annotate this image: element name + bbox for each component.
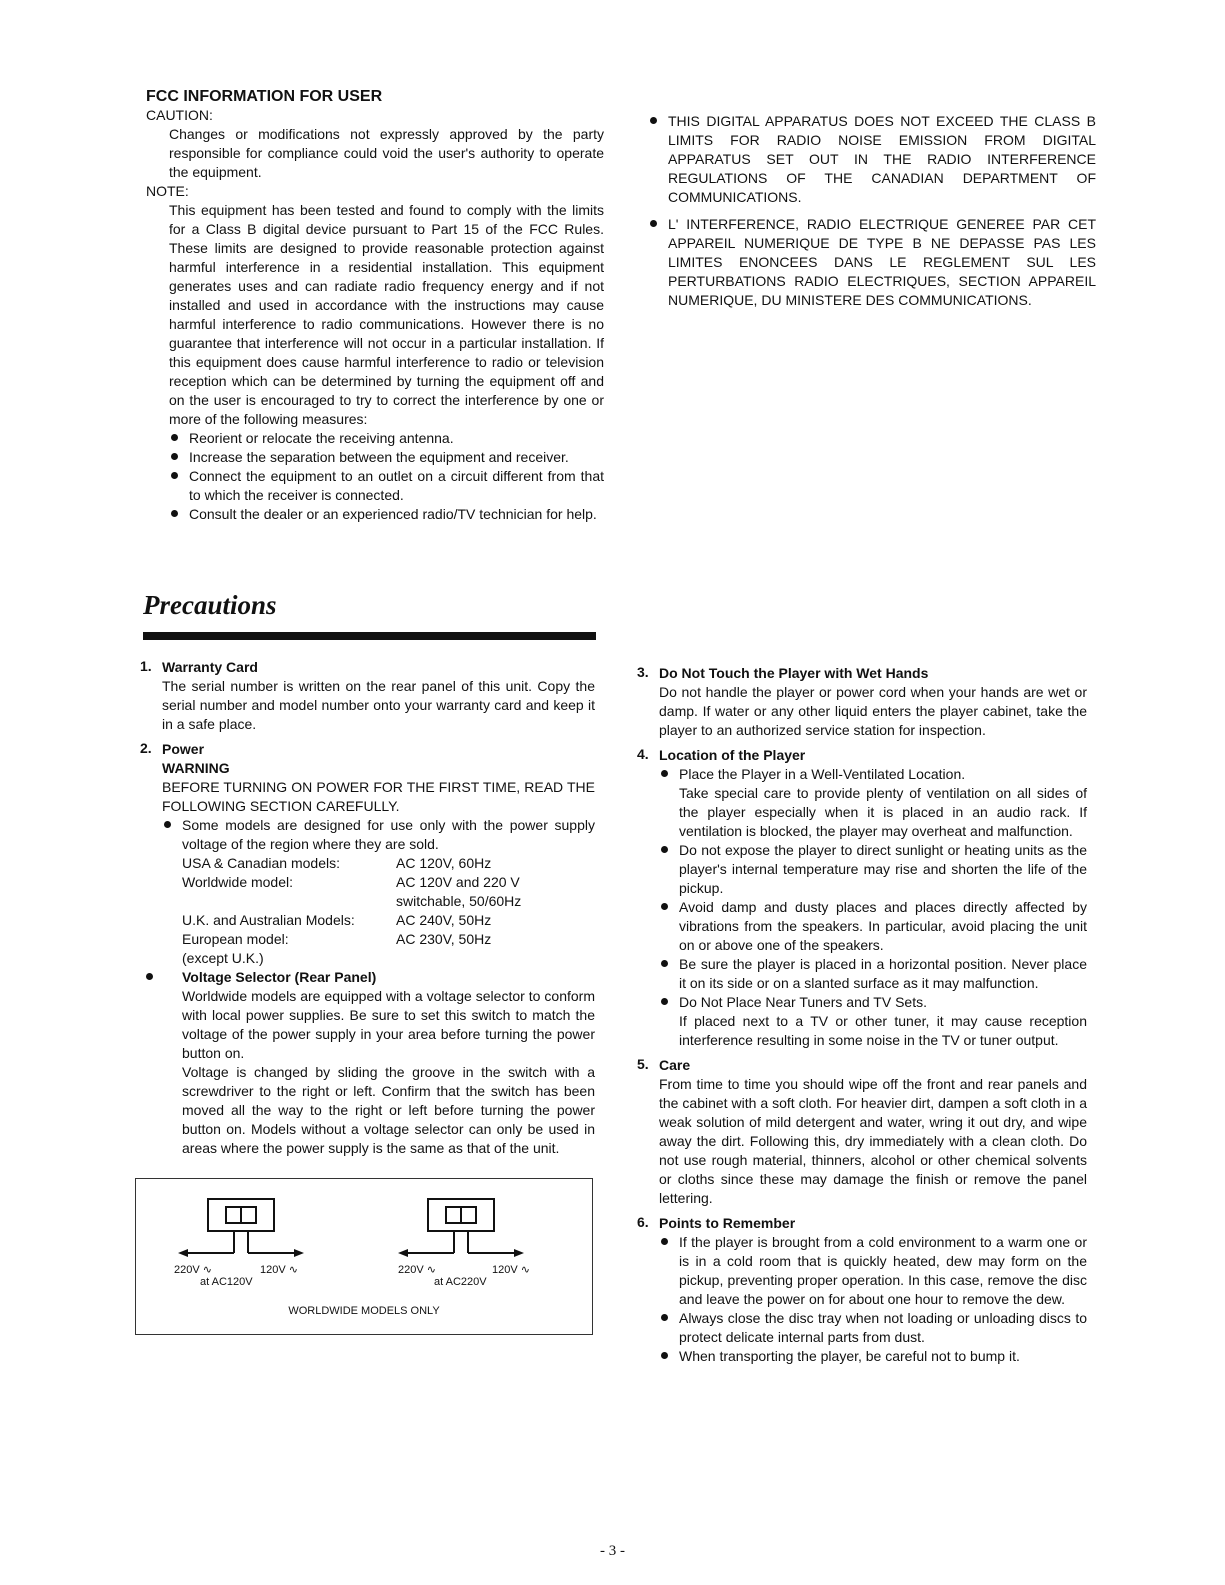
spec-row: switchable, 50/60Hz [396,893,522,909]
diagram-caption: WORLDWIDE MODELS ONLY [288,1305,440,1317]
note-text: This equipment has been tested and found to comply with the limits for a Class B digital device pursuant to Part 15 of the FCC Rules. These limits are designed to provide reasonable protection against harmful interference in a residential installation. This equipment generates uses and can radiate radio frequency energy and if not installed and used in accordance with the instructions may cause harmful interference to radio communications. However there is no guarantee that interference will not occur in a particular installation. If this equipment does cause harmful interference to radio or television reception which can be determined by turning the equipment off and on the user is encouraged to try to correct the interference by one or more of the following measures: [169,202,604,427]
fcc-section [146,88,604,524]
item-title: Location of the Player [659,747,806,763]
caution-label: CAUTION: [146,107,213,123]
spec-row: Worldwide model: AC 120V and 220 V [182,874,520,890]
list-item: Increase the separation between the equipment and receiver. [169,448,604,467]
caution-text: Changes or modifications not expressly approved by the party responsible for compliance could void the user's authority to operate the equipment. [169,126,604,180]
selector-text-2: Voltage is changed by sliding the groove in the switch with a screwdriver to the right or left. Confirm that the switch has been moved all the way to the right or left before turning the power button on. Models without a voltage selector can only be used in areas where the power supply is the same as that of the unit. [182,1064,595,1156]
item-points [637,1214,1087,1366]
precautions-left-column [140,658,595,1158]
selector-text-1: Worldwide models are equipped with a voltage selector to conform with local power supplies. Be sure to set this switch to match the voltage of the power supply in your area before turning the power button on. [182,988,595,1061]
item-power [140,740,595,1158]
warning-text: BEFORE TURNING ON POWER FOR THE FIRST TIME, READ THE FOLLOWING SECTION CAREFULLY. [162,779,595,814]
item-wet-hands [637,664,1087,740]
list-item: Be sure the player is placed in a horizontal position. Never place it on its side or on a slanted surface as it may malfunction. [659,955,1087,993]
item-location [637,746,1087,1050]
list-item: Do Not Place Near Tuners and TV Sets. [659,993,1087,1012]
list-item: Avoid damp and dusty places and places directly affected by vibrations from the speakers. In particular, avoid placing the unit on or above one of the speakers. [659,898,1087,955]
item-warranty [140,658,595,734]
note-label: NOTE: [146,183,189,199]
item-number: 3. [637,664,649,680]
fcc-title: FCC INFORMATION FOR USER [146,88,383,105]
item-text: The serial number is written on the rear panel of this unit. Copy the serial number and model number onto your warranty card and keep it in a safe place. [162,678,595,732]
right-setting: at AC220V [434,1276,487,1288]
item-number: 1. [140,658,152,674]
left-label-120: 120V ∿ [260,1264,298,1276]
item-text: Do not handle the player or power cord when your hands are wet or damp. If water or any other liquid enters the player cabinet, take the player to an authorized service station for inspection. [659,684,1087,738]
spec-row: U.K. and Australian Models: AC 240V, 50Hz [182,912,492,928]
list-item-detail: If placed next to a TV or other tuner, it may cause reception interference resulting in some noise in the TV or tuner output. [679,1013,1087,1048]
spec-row: USA & Canadian models: AC 120V, 60Hz [182,855,492,871]
item-text: From time to time you should wipe off the front and rear panels and the cabinet with a soft cloth. For heavier dirt, dampen a soft cloth in a weak solution of mild detergent and water, wring it out dry, and wipe away the dirt. Following this, dry immediately with a clean cloth. Do not use rough material, thinners, alcohol or other chemical solvents or cloths since these may damage the finish or remove the panel lettering. [659,1076,1087,1206]
item-title: Warranty Card [162,659,258,675]
item-title: Do Not Touch the Player with Wet Hands [659,665,929,681]
item-title: Care [659,1057,691,1073]
warning-label: WARNING [162,760,230,776]
voltage-selector-diagram [135,1178,593,1335]
list-item: Always close the disc tray when not loading or unloading discs to protect delicate internal parts from dust. [659,1309,1087,1347]
item-number: 4. [637,746,649,762]
item-title: Points to Remember [659,1215,796,1231]
spec-row: (except U.K.) [182,950,264,966]
canada-section [648,112,1096,310]
precautions-right-column [637,664,1087,1366]
item-number: 6. [637,1214,649,1230]
list-item: Do not expose the player to direct sunlight or heating units as the player's internal temperature may rise and shorten the life of the pickup. [659,841,1087,898]
left-setting: at AC120V [200,1276,253,1288]
supply-text: Some models are designed for use only with the power supply voltage of the region where they are sold. [162,816,595,854]
heading-rule [143,632,596,640]
measures-list [146,429,604,524]
page-number: - 3 - [600,1543,625,1559]
list-item: If the player is brought from a cold environment to a warm one or is in a cold room that is quickly heated, dew may form on the pickup, preventing proper operation. In this case, remove the disc and leave the power on for about one hour to remove the dew. [659,1233,1087,1309]
left-label-220: 220V ∿ [174,1264,212,1276]
canada-english: THIS DIGITAL APPARATUS DOES NOT EXCEED THE CLASS B LIMITS FOR RADIO NOISE EMISSION FROM DIGITAL APPARATUS SET OUT IN THE RADIO INTERFERENCE REGULATIONS OF THE CANADIAN DEPARTMENT OF COMMUNICATIONS. [648,112,1096,207]
item-title: Power [162,741,205,757]
list-item: Connect the equipment to an outlet on a circuit different from that to which the receiver is connected. [169,467,604,505]
right-label-120: 120V ∿ [492,1264,530,1276]
list-item: Consult the dealer or an experienced radio/TV technician for help. [169,505,604,524]
list-item-detail: Take special care to provide plenty of ventilation on all sides of the player especially when it is placed in an audio rack. If ventilation is blocked, the player may overheat and malfunction. [679,785,1087,839]
list-item: When transporting the player, be careful not to bump it. [659,1347,1087,1366]
precautions-heading: Precautions [143,590,277,620]
item-number: 5. [637,1056,649,1072]
list-item: Place the Player in a Well-Ventilated Location. [659,765,1087,784]
list-item: Reorient or relocate the receiving antenna. [169,429,604,448]
item-care [637,1056,1087,1208]
canada-french: L' INTERFERENCE, RADIO ELECTRIQUE GENEREE PAR CET APPAREIL NUMERIQUE DE TYPE B NE DEPASSE PAS LES LIMITES ENONCEES DANS LE REGLEMENT SUL LES PERTURBATIONS RADIO ELECTRIQUES, SECTION APPAREIL NUMERIQUE, DU MINISTERE DES COMMUNICATIONS. [648,215,1096,310]
item-number: 2. [140,740,152,756]
spec-row: European model: AC 230V, 50Hz [182,931,492,947]
selector-title: Voltage Selector (Rear Panel) [144,968,595,987]
right-label-220: 220V ∿ [398,1264,436,1276]
voltage-spec-table [162,854,595,968]
